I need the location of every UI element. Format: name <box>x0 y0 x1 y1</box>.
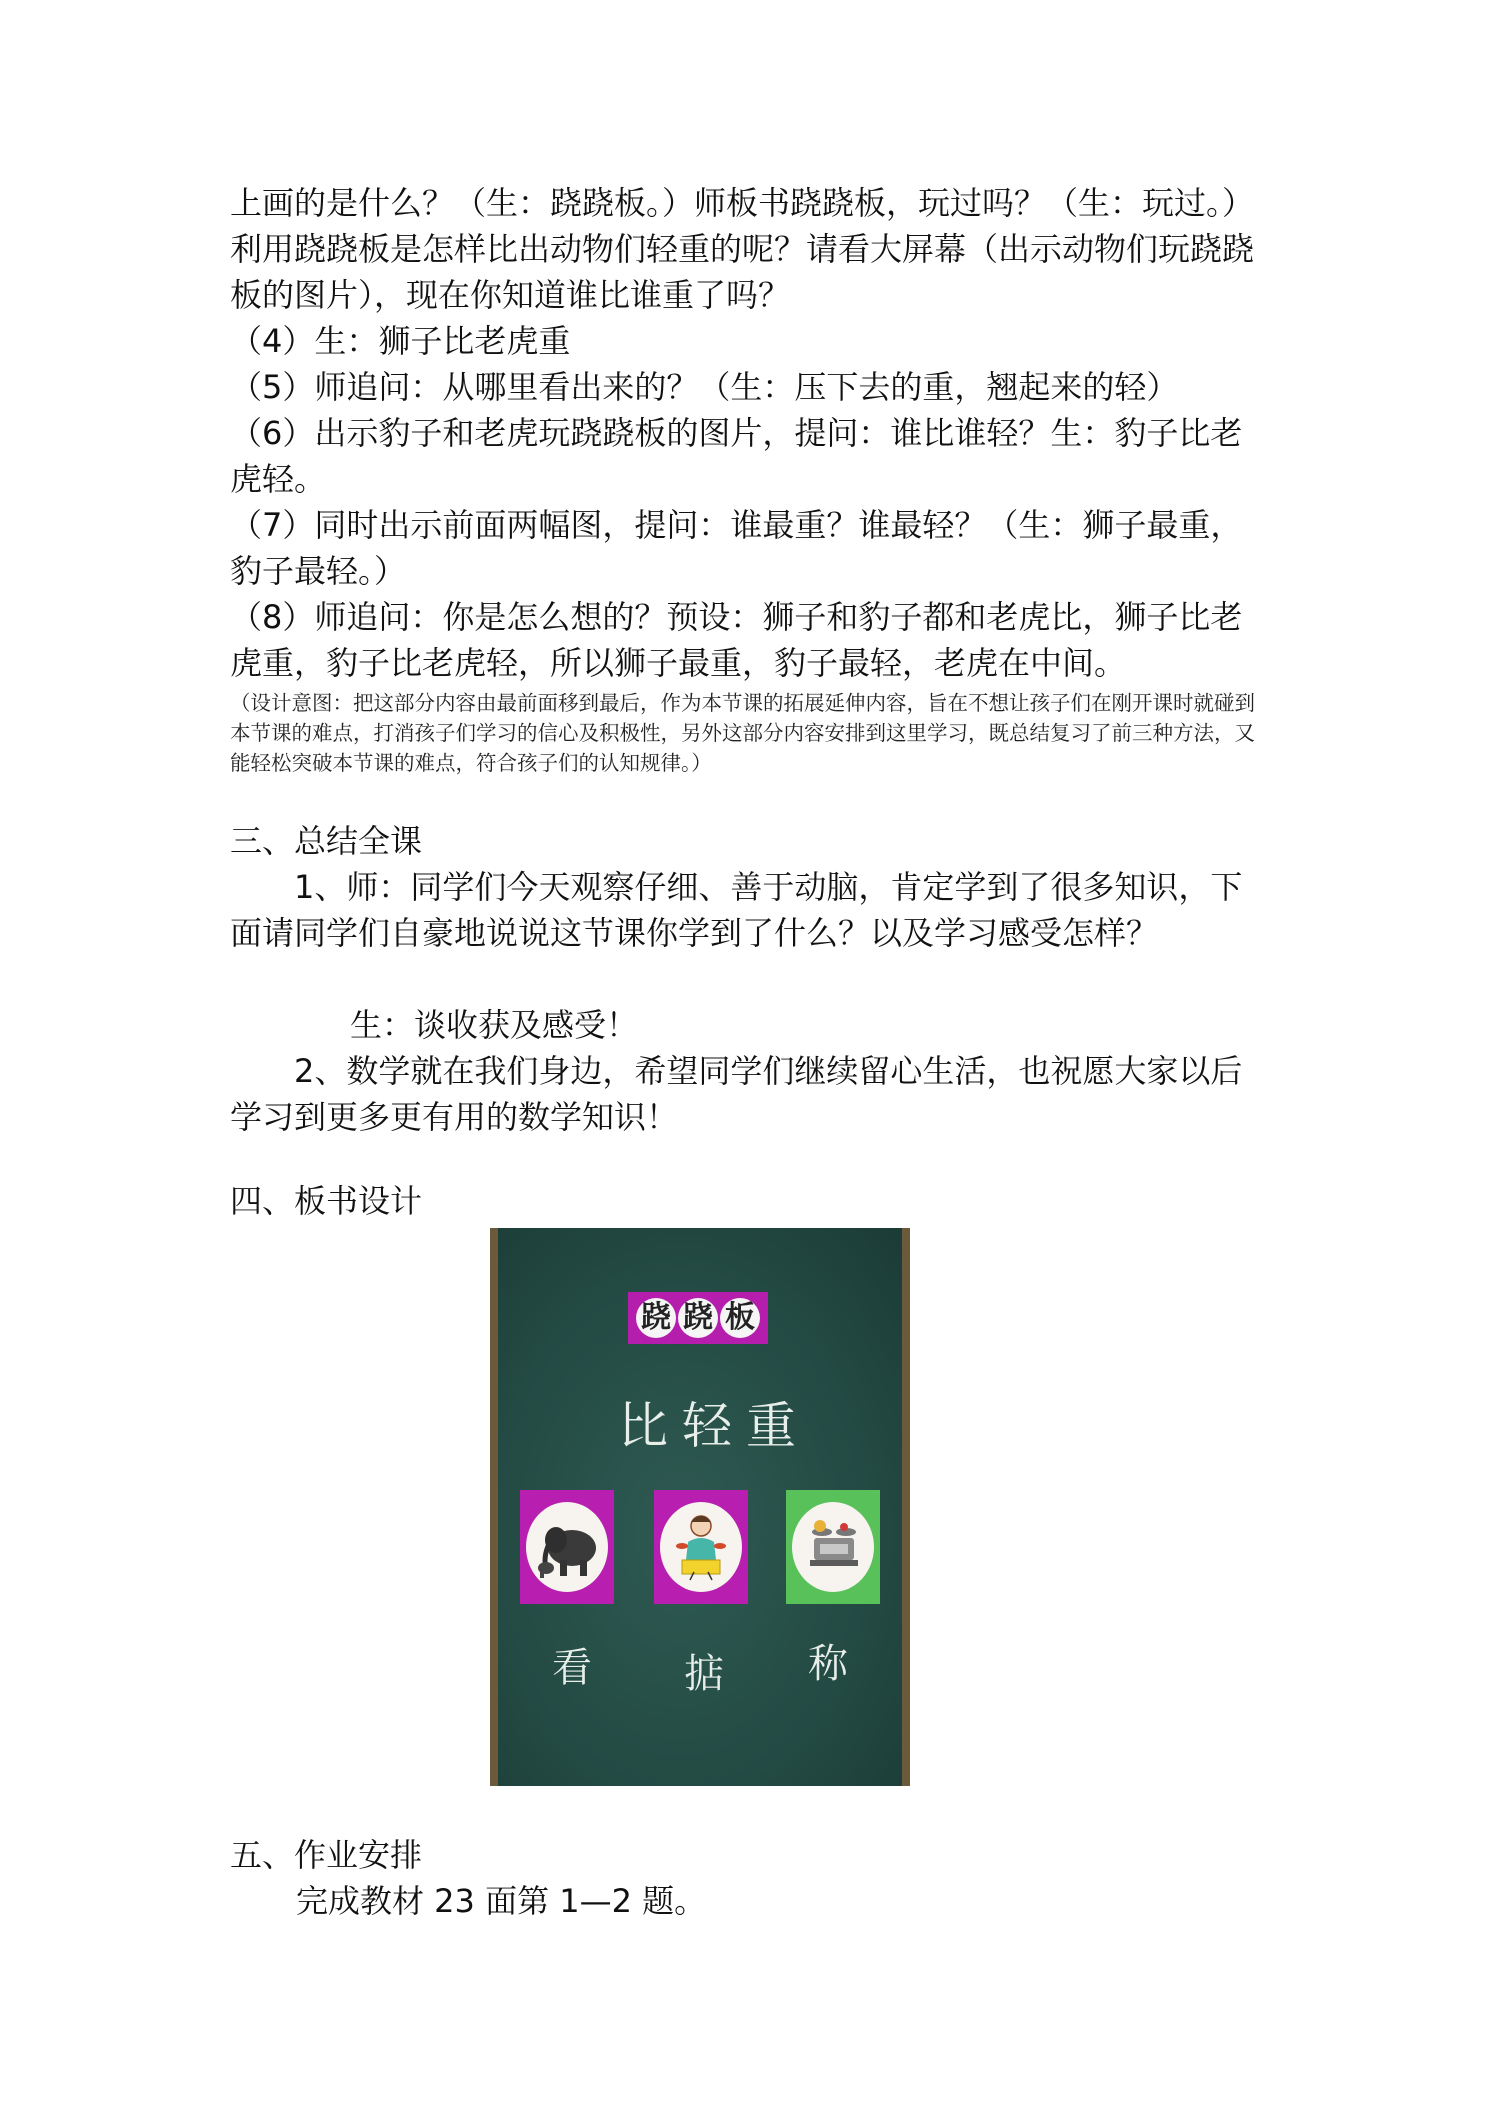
board-title-char: 板 <box>720 1298 760 1338</box>
paragraph-step-5: （5）师追问：从哪里看出来的？（生：压下去的重，翘起来的轻） <box>230 368 1179 406</box>
section-3-item-2: 2、数学就在我们身边，希望同学们继续留心生活，也祝愿大家以后学习到更多更有用的数学知识！ <box>230 1052 1243 1136</box>
card-elephant <box>520 1490 614 1604</box>
homework-task: 完成教材 23 面第 1—2 题。 <box>296 1882 707 1920</box>
section-3-item-1: 1、师：同学们今天观察仔细、善于动脑，肯定学到了很多知识，下面请同学们自豪地说说这节课你学到了什么？以及学习感受怎样？ <box>230 868 1243 952</box>
card-disc <box>792 1502 874 1592</box>
section-4-heading: 四、板书设计 <box>230 1182 423 1220</box>
chalk-label-look: 看 <box>552 1645 592 1691</box>
scale-icon <box>792 1502 874 1592</box>
section-3-heading: 三、总结全课 <box>230 822 423 860</box>
chalk-title: 比轻重 <box>618 1397 810 1455</box>
card-scale <box>786 1490 880 1604</box>
blackboard-photo <box>490 1228 910 1786</box>
person-icon <box>660 1502 742 1592</box>
design-intent-note: （设计意图：把这部分内容由最前面移到最后，作为本节课的拓展延伸内容，旨在不想让孩子们在刚开课时就碰到本节课的难点，打消孩子们学习的信心及积极性，另外这部分内容安排到这里学习，既总结复习了前三种方法，又能轻松突破本节课的难点，符合孩子们的认知规律。） <box>230 691 1255 775</box>
card-hand-weigh <box>654 1490 748 1604</box>
paragraph-step-8: （8）师追问：你是怎么想的？预设：狮子和豹子都和老虎比，狮子比老虎重，豹子比老虎轻，所以狮子最重，豹子最轻，老虎在中间。 <box>230 598 1243 682</box>
board-title-char: 跷 <box>636 1298 676 1338</box>
card-disc <box>526 1502 608 1592</box>
elephant-icon <box>526 1502 608 1592</box>
board-title-card <box>628 1292 768 1344</box>
card-disc <box>660 1502 742 1592</box>
student-response: 生：谈收获及感受！ <box>350 1006 639 1044</box>
paragraph-step-4: （4）生：狮子比老虎重 <box>230 322 571 360</box>
chalk-label-scale: 称 <box>808 1641 848 1687</box>
section-5-heading: 五、作业安排 <box>230 1836 423 1874</box>
board-title-char: 跷 <box>678 1298 718 1338</box>
paragraph-seesaw-intro: 上画的是什么？（生：跷跷板。）师板书跷跷板，玩过吗？（生：玩过。）利用跷跷板是怎样比出动物们轻重的呢？请看大屏幕（出示动物们玩跷跷板的图片），现在你知道谁比谁重了吗？ <box>230 184 1255 314</box>
blackboard-surface <box>498 1228 902 1786</box>
chalk-label-hand: 掂 <box>684 1651 724 1697</box>
paragraph-step-7: （7）同时出示前面两幅图，提问：谁最重？谁最轻？（生：狮子最重，豹子最轻。） <box>230 506 1243 590</box>
paragraph-step-6: （6）出示豹子和老虎玩跷跷板的图片，提问：谁比谁轻？生：豹子比老虎轻。 <box>230 414 1243 498</box>
